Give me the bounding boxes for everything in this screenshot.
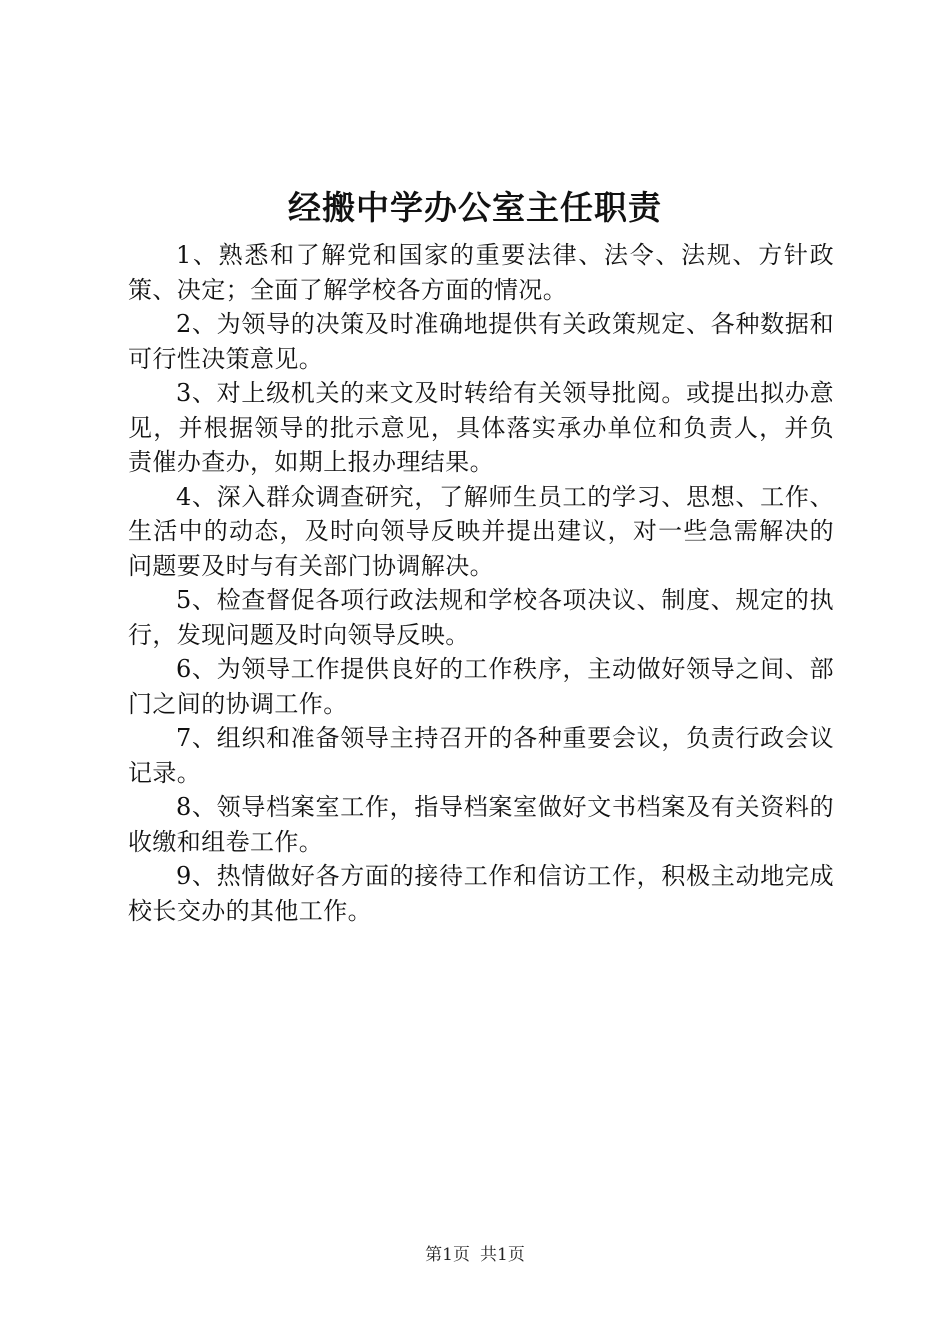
page-total: 共1页 [480, 1245, 525, 1265]
document-title: 经搬中学办公室主任职责 [288, 188, 662, 227]
document-body [128, 238, 834, 928]
paragraph-3: 3、对上级机关的来文及时转给有关领导批阅。或提出拟办意见，并根据领导的批示意见，具体落实承办单位和负责人，并负责催办查办，如期上报办理结果。 [128, 379, 834, 476]
page-footer [0, 1244, 950, 1266]
paragraph-4: 4、深入群众调查研究，了解师生员工的学习、思想、工作、生活中的动态，及时向领导反映并提出建议，对一些急需解决的问题要及时与有关部门协调解决。 [128, 482, 834, 580]
paragraph-8: 8、领导档案室工作，指导档案室做好文书档案及有关资料的收缴和组卷工作。 [128, 793, 834, 856]
page-number: 第1页 [425, 1245, 470, 1265]
paragraph-2: 2、为领导的决策及时准确地提供有关政策规定、各种数据和可行性决策意见。 [128, 310, 834, 373]
paragraph-7: 7、组织和准备领导主持召开的各种重要会议，负责行政会议记录。 [128, 724, 834, 787]
paragraph-9: 9、热情做好各方面的接待工作和信访工作，积极主动地完成校长交办的其他工作。 [128, 862, 834, 925]
paragraph-1: 1、熟悉和了解党和国家的重要法律、法令、法规、方针政策、决定；全面了解学校各方面的情况。 [128, 241, 834, 304]
paragraph-6: 6、为领导工作提供良好的工作秩序，主动做好领导之间、部门之间的协调工作。 [128, 655, 834, 718]
paragraph-5: 5、检查督促各项行政法规和学校各项决议、制度、规定的执行，发现问题及时向领导反映。 [128, 586, 834, 649]
